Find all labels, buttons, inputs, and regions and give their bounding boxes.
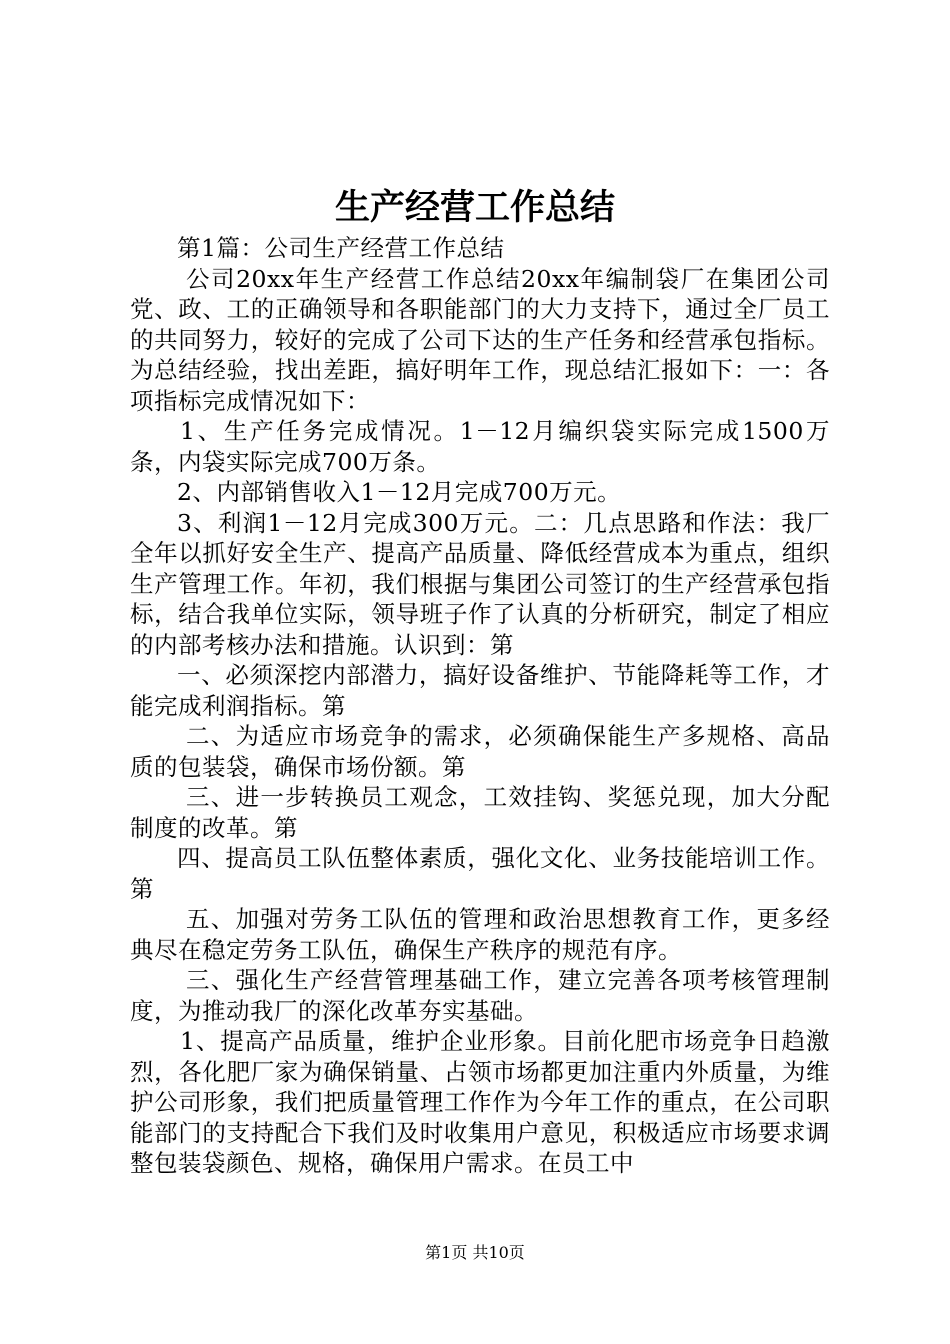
- paragraph: 1、生产任务完成情况。1－12月编织袋实际完成1500万条，内袋实际完成700万条。: [130, 417, 830, 476]
- paragraph: 三、强化生产经营管理基础工作，建立完善各项考核管理制度，为推动我厂的深化改革夯实基础。: [130, 966, 830, 1025]
- paragraph: 一、必须深挖内部潜力，搞好设备维护、节能降耗等工作，才能完成利润指标。第: [130, 661, 830, 720]
- paragraph: 1、提高产品质量，维护企业形象。目前化肥市场竞争日趋激烈，各化肥厂家为确保销量、占领市场都更加注重内外质量，为维护公司形象，我们把质量管理工作作为今年工作的重点，在公司职能部门的支持配合下我们及时收集用户意见，积极适应市场要求调整包装袋颜色、规格，确保用户需求。在员工中: [130, 1027, 830, 1177]
- paragraph: 2、内部销售收入1－12月完成700万元。: [177, 478, 622, 506]
- paragraph: 公司20xx年生产经营工作总结20xx年编制袋厂在集团公司党、政、工的正确领导和各职能部门的大力支持下，通过全厂员工的共同努力，较好的完成了公司下达的生产任务和经营承包指标。为总结经验，找出差距，搞好明年工作，现总结汇报如下：一：各项指标完成情况如下：: [130, 264, 830, 415]
- page-footer: 第1页 共10页: [425, 1243, 525, 1262]
- paragraph: 五、加强对劳务工队伍的管理和政治思想教育工作，更多经典尽在稳定劳务工队伍，确保生产秩序的规范有序。: [130, 905, 830, 964]
- paragraph: 四、提高员工队伍整体素质，强化文化、业务技能培训工作。第: [130, 844, 830, 903]
- section-heading: 第1篇：公司生产经营工作总结: [177, 234, 505, 262]
- paragraph: 3、利润1－12月完成300万元。二：几点思路和作法：我厂全年以抓好安全生产、提高产品质量、降低经营成本为重点，组织生产管理工作。年初，我们根据与集团公司签订的生产经营承包指标，结合我单位实际，领导班子作了认真的分析研究，制定了相应的内部考核办法和措施。认识到：第: [130, 508, 830, 659]
- paragraph: 三、进一步转换员工观念，工效挂钩、奖惩兑现，加大分配制度的改革。第: [130, 783, 830, 842]
- document-title: 生产经营工作总结: [334, 187, 615, 228]
- document-body: [130, 233, 830, 1179]
- paragraph: 二、为适应市场竞争的需求，必须确保能生产多规格、高品质的包装袋，确保市场份额。第: [130, 722, 830, 781]
